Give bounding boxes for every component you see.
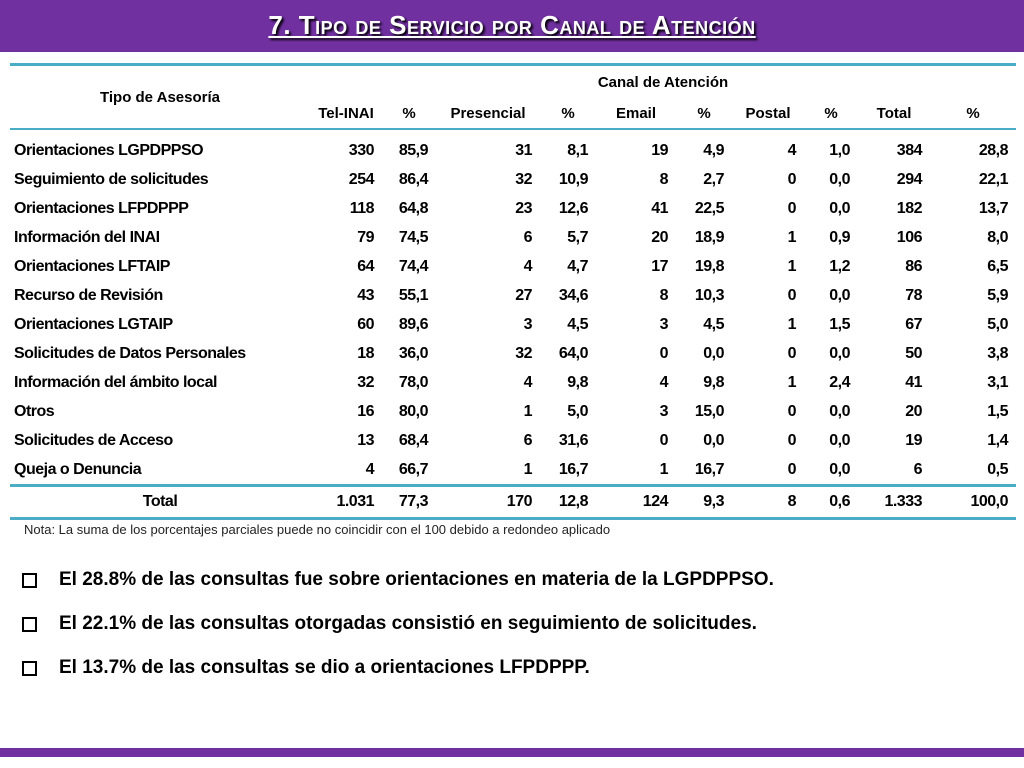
total-cell: 0,6 (804, 486, 858, 519)
table-cell: 12,6 (558, 199, 588, 217)
checkbox-bullet-icon (22, 617, 37, 632)
table-cell: 19,8 (694, 257, 724, 275)
row-label: Seguimiento de solicitudes (14, 170, 209, 188)
table-cell: 13,7 (978, 199, 1008, 217)
table-cell: 85,9 (398, 141, 428, 159)
checkbox-bullet-icon (22, 661, 37, 676)
table-cell: 294 (896, 170, 922, 188)
table-cell: 106 (896, 228, 922, 246)
table-cell: 74,5 (398, 228, 428, 246)
table-cell: 15,0 (694, 402, 724, 420)
table-cell: 4 (365, 460, 374, 478)
row-label: Solicitudes de Acceso (14, 431, 173, 449)
data-table-container (10, 63, 1016, 520)
table-cell: 16 (357, 402, 374, 420)
total-cell: 12,8 (540, 486, 596, 519)
table-row (10, 397, 1016, 426)
total-cell: 1.031 (310, 486, 382, 519)
table-cell: 5,0 (987, 315, 1008, 333)
table-cell: 22,5 (694, 199, 724, 217)
table-cell: 2,7 (703, 170, 724, 188)
table-cell: 0,0 (829, 199, 850, 217)
table-cell: 74,4 (398, 257, 428, 275)
table-cell: 0,0 (829, 402, 850, 420)
table-cell: 4,5 (567, 315, 588, 333)
table-cell: 2,4 (829, 373, 850, 391)
table-cell: 0,0 (829, 286, 850, 304)
row-header: Tipo de Asesoría (10, 65, 310, 130)
table-cell: 254 (348, 170, 374, 188)
table-cell: 10,9 (558, 170, 588, 188)
total-cell: 9,3 (676, 486, 732, 519)
table-cell: 384 (896, 141, 922, 159)
table-cell: 80,0 (398, 402, 428, 420)
total-cell: 77,3 (382, 486, 436, 519)
table-cell: 34,6 (558, 286, 588, 304)
table-cell: 10,3 (694, 286, 724, 304)
bullet-text: El 22.1% de las consultas otorgadas consistió en seguimiento de solicitudes. (59, 613, 757, 634)
table-row (10, 281, 1016, 310)
table-cell: 0,0 (829, 344, 850, 362)
table-cell: 1 (787, 228, 796, 246)
table-cell: 18,9 (694, 228, 724, 246)
table-cell: 13 (357, 431, 374, 449)
table-cell: 3 (659, 315, 668, 333)
row-label: Orientaciones LFPDPPP (14, 199, 189, 217)
table-cell: 3 (523, 315, 532, 333)
table-cell: 3 (659, 402, 668, 420)
table-cell: 50 (905, 344, 922, 362)
table-cell: 0,9 (829, 228, 850, 246)
total-cell: 8 (732, 486, 804, 519)
table-cell: 1,5 (829, 315, 850, 333)
bullet-text: El 28.8% de las consultas fue sobre orientaciones en materia de la LGPDPPSO. (59, 569, 774, 590)
table-cell: 89,6 (398, 315, 428, 333)
table-cell: 6 (913, 460, 922, 478)
table-cell: 4,5 (703, 315, 724, 333)
row-label: Solicitudes de Datos Personales (14, 344, 246, 362)
table-cell: 36,0 (398, 344, 428, 362)
table-cell: 0 (787, 199, 796, 217)
table-cell: 20 (905, 402, 922, 420)
table-cell: 28,8 (978, 141, 1008, 159)
column-header: % (382, 98, 436, 129)
table-cell: 8 (659, 170, 668, 188)
table-cell: 86,4 (398, 170, 428, 188)
table-cell: 41 (651, 199, 668, 217)
table-cell: 32 (357, 373, 374, 391)
table-cell: 5,7 (567, 228, 588, 246)
table-cell: 0,0 (703, 344, 724, 362)
table-row (10, 339, 1016, 368)
table-cell: 17 (651, 257, 668, 275)
table-cell: 19 (651, 141, 668, 159)
bullet-item (22, 602, 1012, 646)
table-row (10, 129, 1016, 165)
column-header: % (930, 98, 1016, 129)
column-header: % (804, 98, 858, 129)
table-cell: 64 (357, 257, 374, 275)
table-cell: 0,0 (829, 170, 850, 188)
table-cell: 0 (787, 402, 796, 420)
table-body (10, 129, 1016, 486)
table-cell: 182 (896, 199, 922, 217)
column-header: % (540, 98, 596, 129)
table-row (10, 252, 1016, 281)
table-row (10, 426, 1016, 455)
total-cell: 100,0 (930, 486, 1016, 519)
table-cell: 3,8 (987, 344, 1008, 362)
table-cell: 0,0 (829, 431, 850, 449)
column-header: Total (858, 98, 930, 129)
table-cell: 1 (659, 460, 668, 478)
bullet-item (22, 558, 1012, 602)
bullet-item (22, 646, 1012, 690)
table-cell: 0,5 (987, 460, 1008, 478)
table-cell: 4 (787, 141, 796, 159)
table-cell: 0 (787, 431, 796, 449)
table-row (10, 368, 1016, 397)
total-cell: 124 (596, 486, 676, 519)
table-cell: 0 (659, 431, 668, 449)
table-cell: 23 (515, 199, 532, 217)
table-cell: 9,8 (567, 373, 588, 391)
table-cell: 1 (523, 402, 532, 420)
table-cell: 64,0 (558, 344, 588, 362)
column-header: % (676, 98, 732, 129)
channel-table (10, 63, 1016, 520)
table-cell: 31,6 (558, 431, 588, 449)
table-cell: 4 (523, 373, 532, 391)
column-header: Tel-INAI (310, 98, 382, 129)
table-cell: 1,5 (987, 402, 1008, 420)
table-cell: 0 (659, 344, 668, 362)
table-cell: 67 (905, 315, 922, 333)
table-row (10, 165, 1016, 194)
table-cell: 6,5 (987, 257, 1008, 275)
table-cell: 4 (659, 373, 668, 391)
title-bar (0, 0, 1024, 52)
total-cell: 1.333 (858, 486, 930, 519)
table-cell: 41 (905, 373, 922, 391)
column-header: Postal (732, 98, 804, 129)
row-label: Información del INAI (14, 228, 160, 246)
table-cell: 8 (659, 286, 668, 304)
table-cell: 31 (515, 141, 532, 159)
table-cell: 78 (905, 286, 922, 304)
table-cell: 6 (523, 431, 532, 449)
table-cell: 1,4 (987, 431, 1008, 449)
table-cell: 0,0 (829, 460, 850, 478)
table-row (10, 310, 1016, 339)
table-cell: 1 (787, 315, 796, 333)
table-cell: 0 (787, 286, 796, 304)
table-cell: 68,4 (398, 431, 428, 449)
table-cell: 19 (905, 431, 922, 449)
table-cell: 0 (787, 460, 796, 478)
checkbox-bullet-icon (22, 573, 37, 588)
row-label: Orientaciones LFTAIP (14, 257, 170, 275)
row-label: Información del ámbito local (14, 373, 217, 391)
table-cell: 5,9 (987, 286, 1008, 304)
row-label: Orientaciones LGPDPPSO (14, 141, 204, 159)
table-cell: 0 (787, 344, 796, 362)
row-label: Otros (14, 402, 55, 420)
table-cell: 64,8 (398, 199, 428, 217)
column-header: Email (596, 98, 676, 129)
table-cell: 43 (357, 286, 374, 304)
table-cell: 32 (515, 170, 532, 188)
total-cell: 170 (436, 486, 540, 519)
column-header: Presencial (436, 98, 540, 129)
table-cell: 79 (357, 228, 374, 246)
table-cell: 32 (515, 344, 532, 362)
table-cell: 1 (787, 257, 796, 275)
table-row (10, 194, 1016, 223)
table-cell: 16,7 (694, 460, 724, 478)
table-cell: 5,0 (567, 402, 588, 420)
table-cell: 55,1 (398, 286, 428, 304)
table-cell: 86 (905, 257, 922, 275)
table-cell: 78,0 (398, 373, 428, 391)
table-row (10, 223, 1016, 252)
bullet-text: El 13.7% de las consultas se dio a orientaciones LFPDPPP. (59, 657, 590, 678)
row-label: Recurso de Revisión (14, 286, 163, 304)
table-cell: 0 (787, 170, 796, 188)
table-cell: 8,0 (987, 228, 1008, 246)
table-cell: 1 (787, 373, 796, 391)
bottom-bar (0, 748, 1024, 757)
bullet-list (22, 558, 1012, 690)
table-cell: 6 (523, 228, 532, 246)
table-cell: 66,7 (398, 460, 428, 478)
table-cell: 3,1 (987, 373, 1008, 391)
table-cell: 60 (357, 315, 374, 333)
table-cell: 0,0 (703, 431, 724, 449)
table-cell: 8,1 (567, 141, 588, 159)
table-row (10, 455, 1016, 486)
table-cell: 20 (651, 228, 668, 246)
table-cell: 1,0 (829, 141, 850, 159)
table-cell: 9,8 (703, 373, 724, 391)
footnote: Nota: La suma de los porcentajes parciales puede no coincidir con el 100 debido a redondeo aplicado (24, 522, 611, 537)
slide-title: 7. Tipo de Servicio por Canal de Atención (268, 10, 756, 40)
total-label: Total (10, 486, 310, 519)
table-cell: 118 (349, 199, 374, 217)
total-row (10, 486, 1016, 519)
table-cell: 1,2 (829, 257, 850, 275)
row-label: Queja o Denuncia (14, 460, 142, 478)
group-header: Canal de Atención (310, 65, 1016, 99)
table-cell: 16,7 (558, 460, 588, 478)
table-cell: 1 (523, 460, 532, 478)
table-cell: 22,1 (978, 170, 1008, 188)
table-cell: 27 (515, 286, 532, 304)
table-cell: 18 (357, 344, 374, 362)
row-label: Orientaciones LGTAIP (14, 315, 173, 333)
table-cell: 4,7 (567, 257, 588, 275)
table-cell: 330 (348, 141, 374, 159)
table-cell: 4,9 (703, 141, 724, 159)
table-cell: 4 (523, 257, 532, 275)
